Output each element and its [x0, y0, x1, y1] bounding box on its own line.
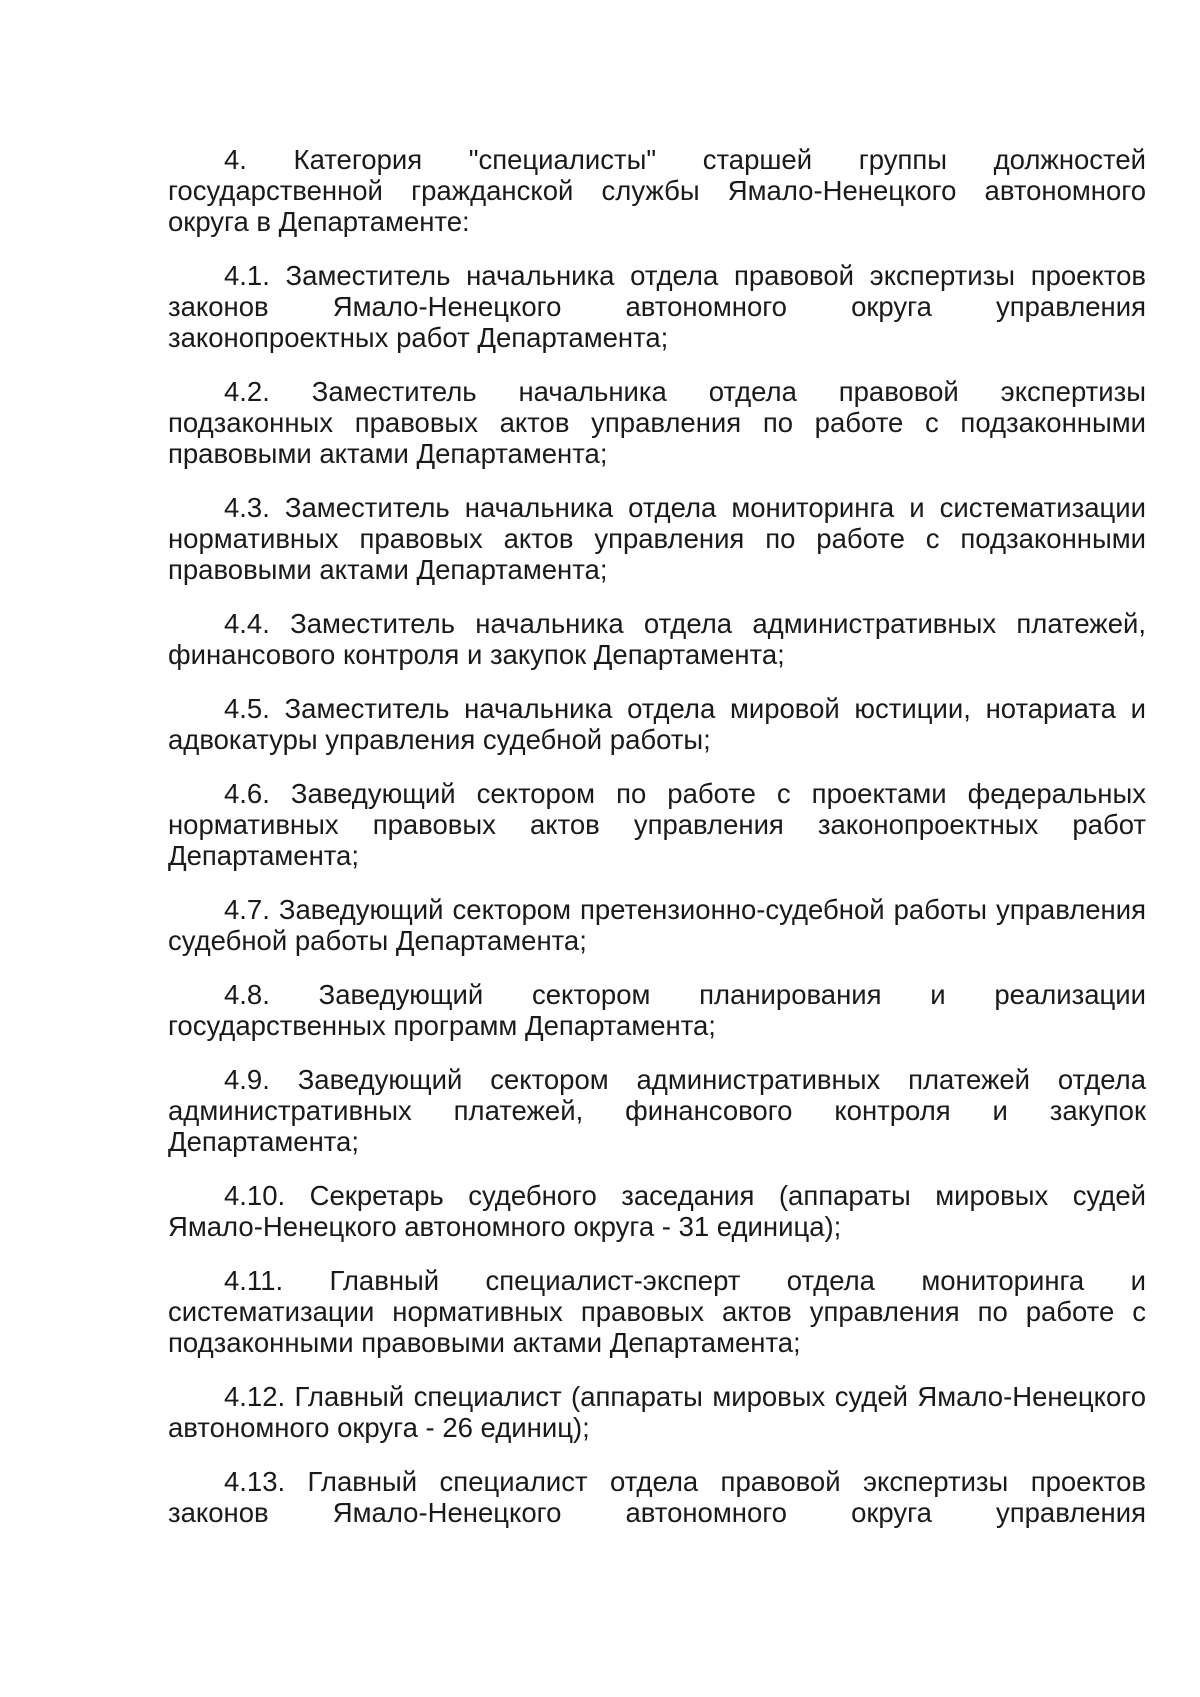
paragraph-4-11: 4.11. Главный специалист-эксперт отдела мониторинга и систематизации нормативных правовых актов управления по работе с подзаконными правовыми актами Департамента; [168, 1265, 1146, 1358]
paragraph-4-12: 4.12. Главный специалист (аппараты мировых судей Ямало-Ненецкого автономного округа - 26 единиц); [168, 1381, 1146, 1443]
paragraph-4: 4. Категория "специалисты" старшей группы должностей государственной гражданской службы Ямало-Ненецкого автономного округа в Департаменте: [168, 144, 1146, 237]
paragraph-4-5: 4.5. Заместитель начальника отдела мировой юстиции, нотариата и адвокатуры управления судебной работы; [168, 693, 1146, 755]
paragraph-4-4: 4.4. Заместитель начальника отдела административных платежей, финансового контроля и закупок Департамента; [168, 608, 1146, 670]
paragraph-4-3: 4.3. Заместитель начальника отдела мониторинга и систематизации нормативных правовых актов управления по работе с подзаконными правовыми актами Департамента; [168, 492, 1146, 585]
paragraph-4-2: 4.2. Заместитель начальника отдела правовой экспертизы подзаконных правовых актов управления по работе с подзаконными правовыми актами Департамента; [168, 376, 1146, 469]
document-page [168, 144, 1146, 1551]
paragraph-4-7: 4.7. Заведующий сектором претензионно-судебной работы управления судебной работы Департамента; [168, 894, 1146, 956]
paragraph-4-13: 4.13. Главный специалист отдела правовой экспертизы проектов законов Ямало-Ненецкого автономного округа управления [168, 1466, 1146, 1528]
paragraph-4-9: 4.9. Заведующий сектором административных платежей отдела административных платежей, финансового контроля и закупок Департамента; [168, 1064, 1146, 1157]
paragraph-4-6: 4.6. Заведующий сектором по работе с проектами федеральных нормативных правовых актов управления законопроектных работ Департамента; [168, 778, 1146, 871]
paragraph-4-1: 4.1. Заместитель начальника отдела правовой экспертизы проектов законов Ямало-Ненецкого автономного округа управления законопроектных работ Департамента; [168, 260, 1146, 353]
paragraph-4-10: 4.10. Секретарь судебного заседания (аппараты мировых судей Ямало-Ненецкого автономного округа - 31 единица); [168, 1180, 1146, 1242]
paragraph-4-8: 4.8. Заведующий сектором планирования и реализации государственных программ Департамента; [168, 979, 1146, 1041]
